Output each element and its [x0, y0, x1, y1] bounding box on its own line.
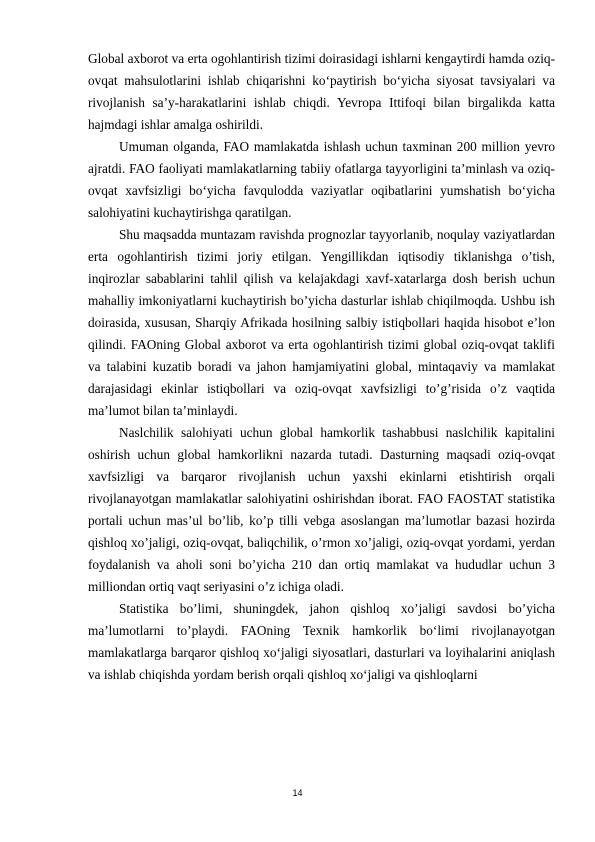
paragraph-4: Naslchilik salohiyati uchun global hamkorlik tashabbusi naslchilik kapitalini oshirish uchun global hamkorlikni nazarda tutadi. Dasturning maqsadi oziq-ovqat xavfsizligi va barqaror rivojlanish uchun yaxshi ekinlarni etishtirish orqali rivojlanayotgan mamlakatlar salohiyatini oshirishdan iborat. FAO FAOSTAT statistika portali uchun mas’ul bo’lib, ko’p tilli vebga asoslangan ma’lumotlar bazasi hozirda qishloq xo’jaligi, oziq-ovqat, baliqchilik, o’rmon xo’jaligi, oziq-ovqat yordami, yerdan foydalanish va aholi soni bo’yicha 210 dan ortiq mamlakat va hududlar uchun 3 milliondan ortiq vaqt seriyasini o’z ichiga oladi. [88, 425, 555, 594]
paragraph-2: Umuman olganda, FAO mamlakatda ishlash uchun taxminan 200 million yevro ajratdi. FAO faoliyati mamlakatlarning tabiiy ofatlarga tayyorligini taʼminlash va oziq-ovqat xavfsizligi boʻyicha favqulodda vaziyatlar oqibatlarini yumshatish boʻyicha salohiyatini kuchaytirishga qaratilgan. [88, 139, 555, 220]
paragraph-1: Global axborot va erta ogohlantirish tizimi doirasidagi ishlarni kengaytirdi hamda oziq-ovqat mahsulotlarini ishlab chiqarishni koʻpaytirish boʻyicha siyosat tavsiyalari va rivojlanish saʼy-harakatlarini ishlab chiqdi. Yevropa Ittifoqi bilan birgalikda katta hajmdagi ishlar amalga oshirildi. [88, 51, 555, 132]
paragraph-3: Shu maqsadda muntazam ravishda prognozlar tayyorlanib, noqulay vaziyatlardan erta ogohlantirish tizimi joriy etilgan. Yengillikdan iqtisodiy tiklanishga o’tish, inqirozlar sabablarini tahlil qilish va kelajakdagi xavf-xatarlarga dosh berish uchun mahalliy imkoniyatlarni kuchaytirish bo’yicha dasturlar ishlab chiqilmoqda. Ushbu ish doirasida, xususan, Sharqiy Afrikada hosilning salbiy istiqbollari haqida hisobot e’lon qilindi. FAOning Global axborot va erta ogohlantirish tizimi global oziq-ovqat taklifi va talabini kuzatib boradi va jahon hamjamiyatini global, mintaqaviy va mamlakat darajasidagi ekinlar istiqbollari va oziq-ovqat xavfsizligi to’g’risida o’z vaqtida ma’lumot bilan ta’minlaydi. [88, 227, 555, 418]
body-text [88, 48, 555, 686]
paragraph-5: Statistika bo’limi, shuningdek, jahon qishloq xo’jaligi savdosi bo’yicha ma’lumotlarni to’playdi. FAOning Texnik hamkorlik boʻlimi rivojlanayotgan mamlakatlarga barqaror qishloq xoʻjaligi siyosatlari, dasturlari va loyihalarini aniqlash va ishlab chiqishda yordam berish orqali qishloq xoʻjaligi va qishloqlarni [88, 601, 555, 682]
page-number: 14 [292, 788, 303, 798]
